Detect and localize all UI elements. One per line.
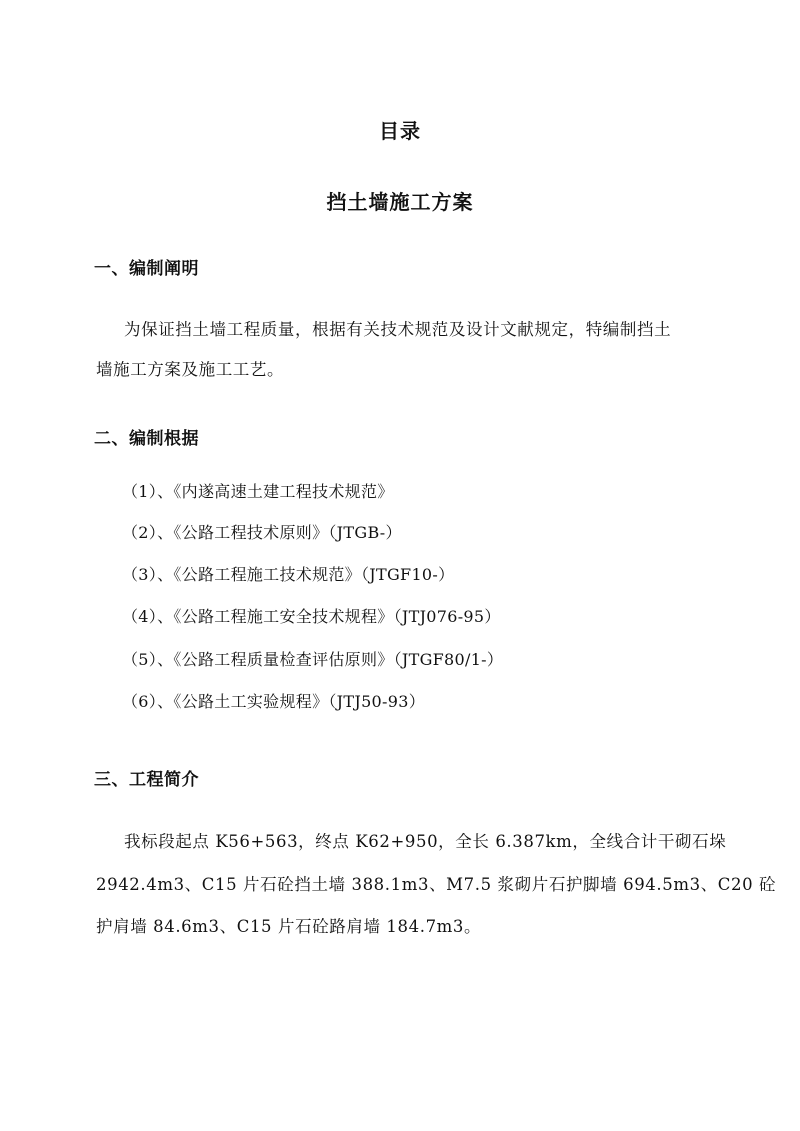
paragraph-line: 为保证挡土墙工程质量，根据有关技术规范及设计文献规定，特编制挡土 [124, 320, 672, 339]
reference-item: （4）、《公路工程施工安全技术规程》（JTJ076-95） [122, 607, 501, 626]
reference-item: （6）、《公路土工实验规程》（JTJ50-93） [122, 692, 426, 711]
paragraph-line: 墙施工方案及施工工艺。 [96, 360, 285, 379]
paragraph-line: 2942.4m3、C15 片石砼挡土墙 388.1m3、M7.5 浆砌片石护脚墙 694.5m3、C20 砼 [96, 875, 777, 894]
toc-title: 目录 [379, 119, 421, 143]
section-heading-2: 二、编制根据 [94, 429, 199, 449]
paragraph-line: 我标段起点 K56+563，终点 K62+950，全长 6.387km，全线合计干砌石垛 [124, 832, 727, 851]
reference-item: （5）、《公路工程质量检查评估原则》（JTGF80/1-） [122, 650, 504, 669]
reference-item: （2）、《公路工程技术原则》（JTGB-） [122, 523, 402, 542]
main-title: 挡土墙施工方案 [326, 190, 474, 214]
section-heading-1: 一、编制阐明 [94, 259, 199, 279]
reference-item: （3）、《公路工程施工技术规范》（JTGF10-） [122, 565, 455, 584]
reference-item: （1）、《内遂高速土建工程技术规范》 [122, 482, 394, 501]
section-heading-3: 三、工程简介 [94, 770, 199, 790]
paragraph-line: 护肩墙 84.6m3、C15 片石砼路肩墙 184.7m3。 [96, 917, 482, 936]
